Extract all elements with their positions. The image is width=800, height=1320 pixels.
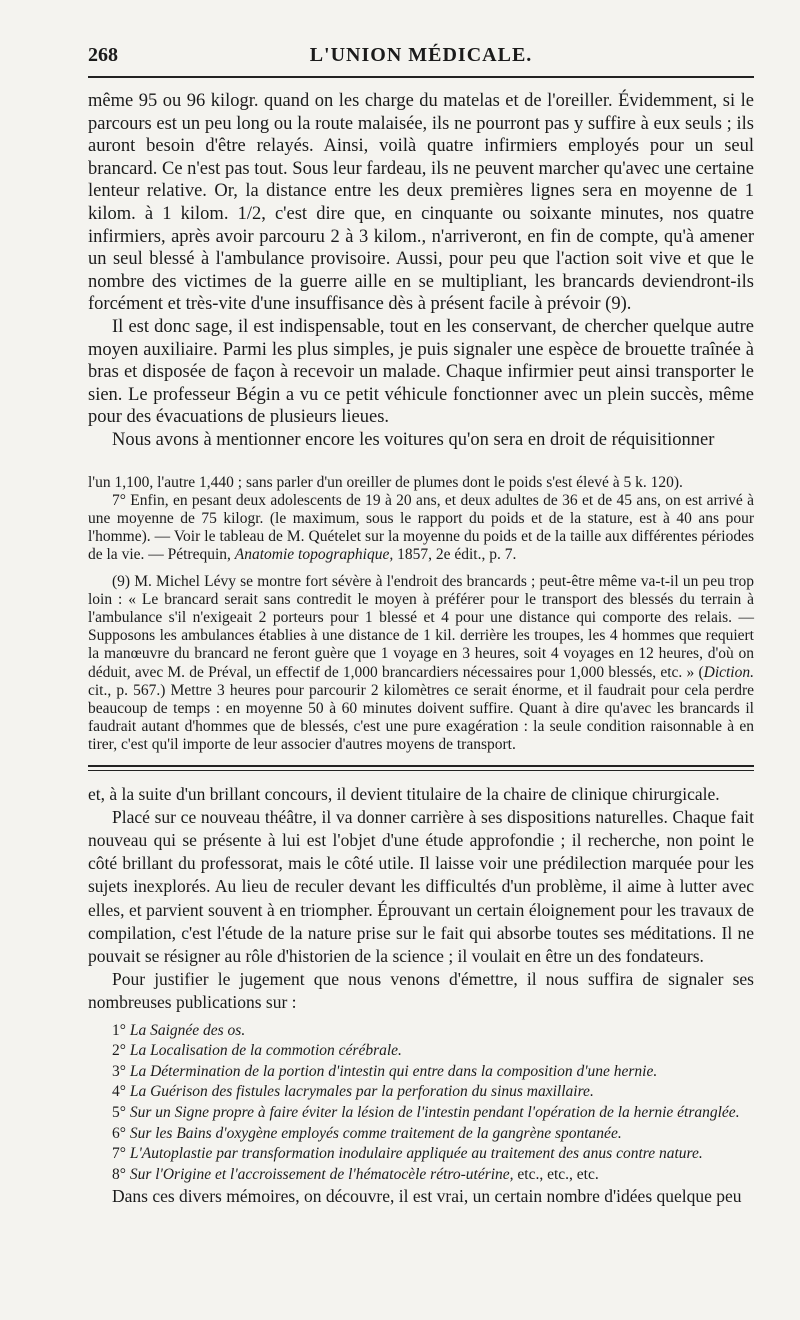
list-item: 2° La Localisation de la commotion cérébrale. (112, 1042, 402, 1060)
page-number: 268 (88, 44, 118, 66)
main-paragraph: même 95 ou 96 kilogr. quand on les charge du matelas et de l'oreiller. Évidemment, si le parcours est un peu long ou la route malaisée, ils ne pourront pas y suffire à eux seuls ; ils auront besoin d'être relayés. Ainsi, voilà quatre infirmiers employés pour un seul brancard. Ce n'est pas tout. Sous leur fardeau, ils ne peuvent marcher qu'avec une certaine lenteur relative. Or, la distance entre les deux premières lignes sera en moyenne de 1 kilom. à 1 kilom. 1/2, c'est dire que, en cinquante ou soixante minutes, nos quatre infirmiers, après avoir parcouru 2 à 3 kilom., n'arriveront, en fin de compte, qu'à amener un seul blessé à l'ambulance provisoire. Aussi, pour peu que l'action soit vive et que le nombre des victimes de la guerre aille en se multipliant, les brancards deviendront-ils forcément et très-vite d'une insuffisance dès à présent facile à prévoir (9). (88, 91, 754, 315)
list-item: 3° La Détermination de la portion d'intestin qui entre dans la composition d'une hernie. (112, 1062, 658, 1080)
feuilleton-divider (88, 765, 754, 771)
footnote-7: 7° Enfin, en pesant deux adolescents de 19 à 20 ans, et deux adultes de 36 et de 45 ans, on est arrivé à une moyenne de 75 kilogr. (le maximum, sous le rapport du poids et de la stature, est à 40 ans pour l'homme). — Voir le tableau de M. Quételet sur la moyenne du poids et de la taille aux différentes périodes de la vie. — Pétrequin, Anatomie topographique, 1857, 2e édit., p. 7. (88, 491, 754, 564)
feuilleton-text (88, 783, 754, 1015)
main-paragraph: Il est donc sage, il est indispensable, tout en les conservant, de chercher quelque autre moyen auxiliaire. Parmi les plus simples, je puis signaler une espèce de brouette traînée à bras et disposée de façon à recevoir un malade. Chaque infirmier peut ainsi transporter le sien. Le professeur Bégin a vu ce petit véhicule fonctionner avec un plein succès, même pour des évacuations de plusieurs lieues. (88, 316, 754, 428)
footnotes (88, 474, 754, 755)
page-header (88, 0, 754, 78)
header-rule (88, 76, 754, 78)
feuilleton-closing (88, 1185, 754, 1208)
list-item: 6° Sur les Bains d'oxygène employés comme traitement de la gangrène spontanée. (112, 1124, 622, 1142)
list-item: 8° Sur l'Origine et l'accroissement de l'hématocèle rétro-utérine, etc., etc., etc. (112, 1165, 599, 1183)
running-head: L'UNION MÉDICALE. (309, 44, 533, 66)
list-item: 7° L'Autoplastie par transformation inodulaire appliquée au traitement des anus contre nature. (112, 1145, 703, 1163)
main-text (88, 90, 754, 452)
publications-list (88, 1021, 754, 1186)
main-paragraph: Nous avons à mentionner encore les voitures qu'on sera en droit de réquisitionner (112, 429, 715, 450)
list-item: 5° Sur un Signe propre à faire éviter la lésion de l'intestin pendant l'opération de la hernie étranglée. (112, 1103, 740, 1121)
feuilleton-paragraph: Placé sur ce nouveau théâtre, il va donner carrière à ses dispositions naturelles. Chaque fait nouveau qui se présente à lui est l'objet d'une étude approfondie ; il recherche, non point le côté brillant du professorat, mais le côté utile. Il laisse voir une prédilection marquée pour les sujets inexplorés. Au lieu de reculer devant les difficultés d'un problème, il aime à lutter avec elles, et parvient souvent à en triompher. Éprouvant un certain éloignement pour les travaux de compilation, c'est l'étude de la nature prise sur le fait qui absorbe toutes ses méditations. Il ne pouvait se résigner au rôle d'historien de la science ; il voulait en être un des fondateurs. (88, 806, 754, 966)
list-item: 4° La Guérison des fistules lacrymales par la perforation du sinus maxillaire. (112, 1083, 594, 1101)
footnote-9: (9) M. Michel Lévy se montre fort sévère à l'endroit des brancards ; peut-être même va-t-il un peu trop loin : « Le brancard serait sans contredit le moyen à préférer pour le transport des blessés du terrain à l'ambulance s'il n'exigeait 2 porteurs pour 1 blessé et 4 pour une distance qui comporte des relais. — Supposons les ambulances établies à une distance de 1 kil. derrière les troupes, les 4 hommes que requiert la manœuvre du brancard ne feront guère que 1 voyage en 3 heures, soit 4 voyages en 12 heures, d'où on déduit, avec M. de Préval, un effectif de 1,000 brancardiers nécessaires pour 1,000 blessés, etc. » (Diction. cit., p. 567.) Mettre 3 heures pour parcourir 2 kilomètres ce serait énorme, et il faudrait pour cela perdre beaucoup de temps : en moyenne 50 à 60 minutes doivent suffire. Quant à dire qu'avec les brancards il faudrait autant d'hommes que de blessés, c'est une pure exagération : la seule condition raisonnable à en tirer, c'est qu'il importe de leur associer d'autres moyens de transport. (88, 572, 754, 754)
footnote-continuation: l'un 1,100, l'autre 1,440 ; sans parler d'un oreiller de plumes dont le poids s'est élevé à 5 k. 120). (88, 473, 683, 491)
list-item: 1° La Saignée des os. (112, 1021, 246, 1039)
closing-paragraph: Dans ces divers mémoires, on découvre, il est vrai, un certain nombre d'idées quelque peu (112, 1186, 742, 1207)
feuilleton-paragraph: et, à la suite d'un brillant concours, il devient titulaire de la chaire de clinique chirurgicale. (88, 783, 720, 804)
feuilleton-paragraph: Pour justifier le jugement que nous venons d'émettre, il nous suffira de signaler ses nombreuses publications sur : (88, 969, 754, 1013)
